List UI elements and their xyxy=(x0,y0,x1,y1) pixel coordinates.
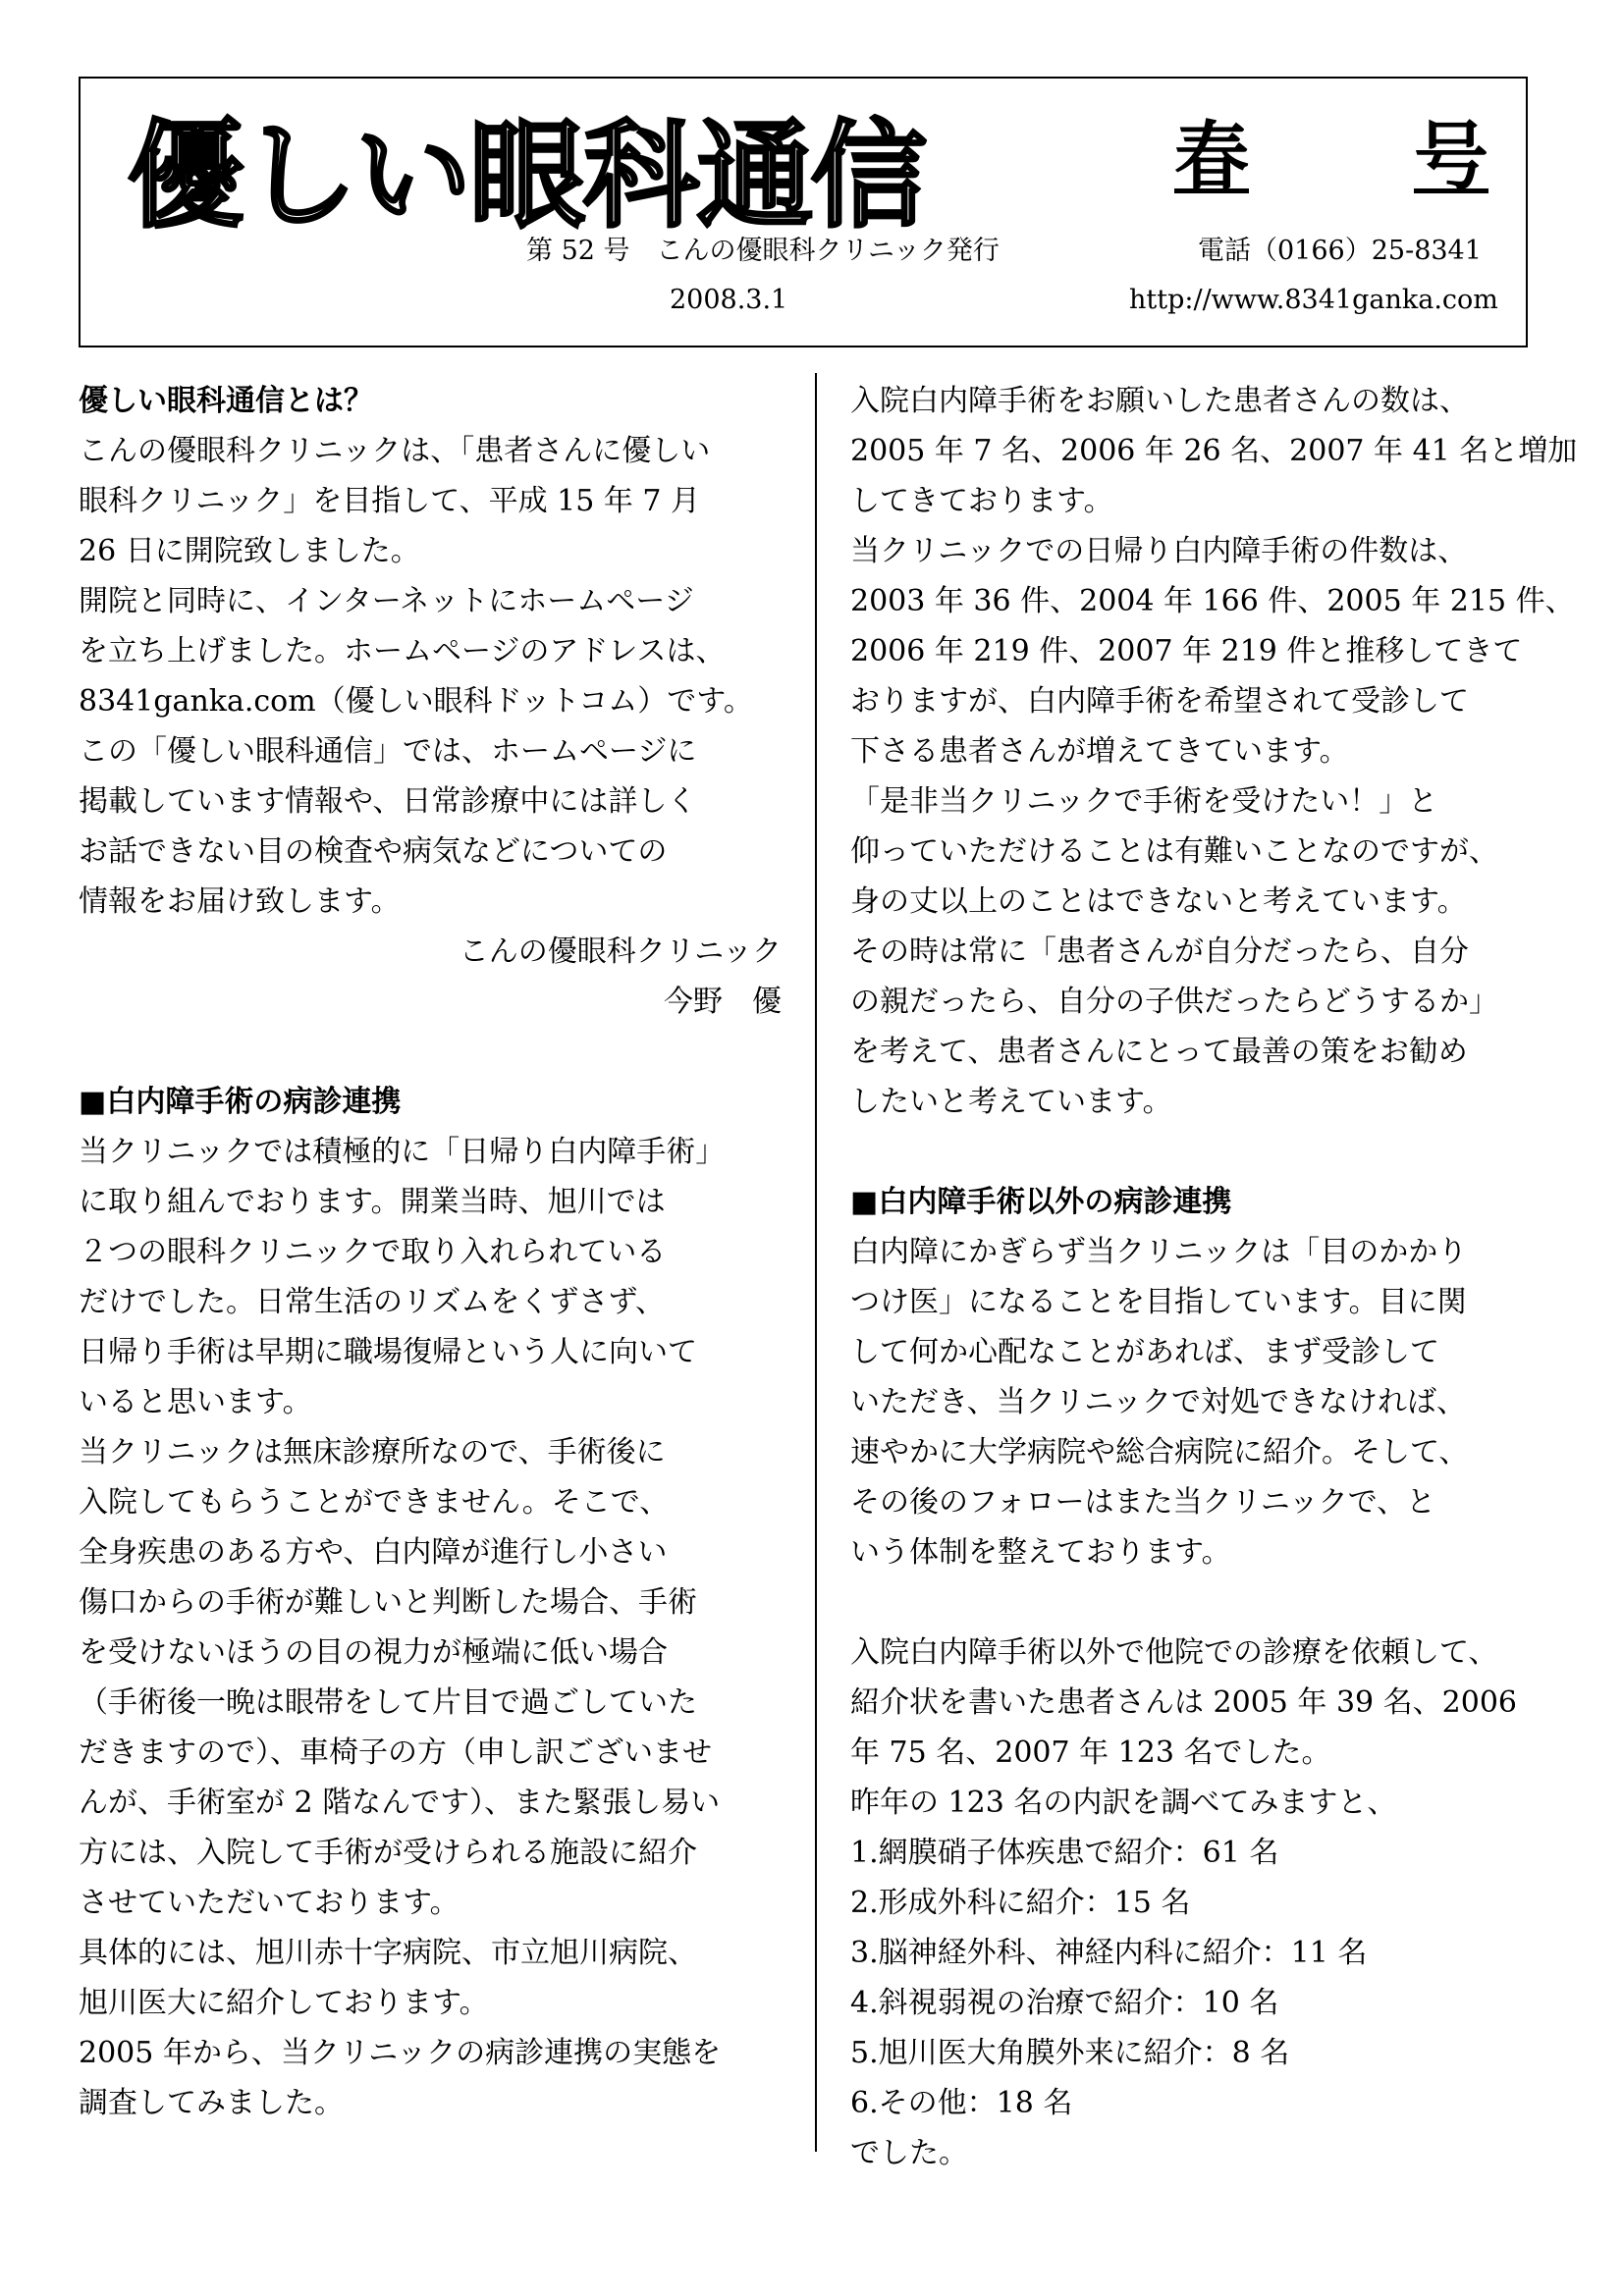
text-line: 旭川医大に紹介しております。 xyxy=(79,1986,489,2020)
text-line: 年 75 名、2007 年 123 名でした。 xyxy=(850,1735,1331,1770)
text-line: を受けないほうの目の視力が極端に低い場合 xyxy=(79,1635,668,1670)
text-line: を立ち上げました。ホームページのアドレスは、 xyxy=(79,634,726,668)
text-line: お話できない目の検査や病気などについての xyxy=(79,834,668,869)
blank-line xyxy=(850,1127,1547,1177)
text-line: いう体制を整えております。 xyxy=(850,1535,1231,1570)
text-line: 5.旭川医大角膜外来に紹介：8 名 xyxy=(850,2036,1290,2070)
text-line: 当クリニックは無床診療所なので、手術後に xyxy=(79,1435,666,1469)
blank-line xyxy=(850,1577,1547,1628)
text-line: つけ医」になることを目指しています。目に関 xyxy=(850,1285,1467,1319)
phone-number: 電話（0166）25-8341 xyxy=(1198,236,1482,266)
text-line: 8341ganka.com（優しい眼科ドットコム）です。 xyxy=(79,684,753,719)
signature-line: 今野 優 xyxy=(664,985,782,1019)
text-line: 2.形成外科に紹介：15 名 xyxy=(850,1886,1191,1920)
text-line: 入院白内障手術以外で他院での診療を依頼して、 xyxy=(850,1635,1498,1670)
signature-line: こんの優眼科クリニック xyxy=(459,934,782,969)
text-line: 開院と同時に、インターネットにホームページ xyxy=(79,584,694,618)
text-line: したいと考えています。 xyxy=(850,1085,1172,1119)
text-line: 白内障にかぎらず当クリニックは「目のかかり xyxy=(850,1235,1468,1269)
website-url[interactable]: http://www.8341ganka.com xyxy=(1129,285,1498,315)
text-line: 4.斜視弱視の治療で紹介：10 名 xyxy=(850,1986,1279,2020)
text-line: 日帰り手術は早期に職場復帰という人に向いて xyxy=(79,1335,697,1369)
text-line: その後のフォローはまた当クリニックで、と xyxy=(850,1485,1436,1520)
text-line: 3.脳神経外科、神経内科に紹介：11 名 xyxy=(850,1936,1368,1970)
text-line: 下さる患者さんが増えてきています。 xyxy=(850,734,1349,769)
text-line: だけでした。日常生活のリズムをくずさず、 xyxy=(79,1285,665,1319)
text-line: 入院白内障手術をお願いした患者さんの数は、 xyxy=(850,384,1469,418)
issue-info: 第 52 号 こんの優眼科クリニック発行 xyxy=(526,236,1000,266)
masthead xyxy=(79,77,1528,347)
text-line: ２つの眼科クリニックで取り入れられている xyxy=(79,1235,667,1269)
text-line: 仰っていただけることは有難いことなのですが、 xyxy=(850,834,1498,869)
text-line: （手術後一晩は眼帯をして片目で過ごしていた xyxy=(79,1685,697,1720)
text-line: だきますので）、車椅子の方（申し訳ございませ xyxy=(79,1735,712,1770)
issue-date: 2008.3.1 xyxy=(670,285,788,315)
text-line: 掲載しています情報や、日常診療中には詳しく xyxy=(79,784,697,819)
text-line: でした。 xyxy=(850,2136,968,2170)
text-line: 26 日に開院致しました。 xyxy=(79,534,420,568)
section-heading: ■白内障手術以外の病診連携 xyxy=(850,1185,1232,1219)
text-line: して何か心配なことがあれば、まず受診して xyxy=(850,1335,1439,1369)
text-line: 2006 年 219 件、2007 年 219 件と推移してきて xyxy=(850,634,1523,668)
text-line: 紹介状を書いた患者さんは 2005 年 39 名、2006 xyxy=(850,1685,1518,1720)
text-line: 2005 年 7 名、2006 年 26 名、2007 年 41 名と増加 xyxy=(850,434,1578,468)
text-line: おりますが、白内障手術を希望されて受診して xyxy=(850,684,1469,719)
text-line: 当クリニックでの日帰り白内障手術の件数は、 xyxy=(850,534,1468,568)
text-line: 眼科クリニック」を目指して、平成 15 年 7 月 xyxy=(79,484,701,518)
text-line: んが、手術室が 2 階なんです）、また緊張し易い xyxy=(79,1786,721,1820)
text-line: その時は常に「患者さんが自分だったら、自分 xyxy=(850,934,1469,969)
text-line: 情報をお届け致します。 xyxy=(79,884,401,919)
text-line: 傷口からの手術が難しいと判断した場合、手術 xyxy=(79,1585,697,1620)
column-divider xyxy=(815,373,817,2152)
section-heading: 優しい眼科通信とは？ xyxy=(79,384,373,418)
text-line: 当クリニックでは積極的に「日帰り白内障手術」 xyxy=(79,1135,726,1169)
text-line: 方には、入院して手術が受けられる施設に紹介 xyxy=(79,1836,697,1870)
text-line: いると思います。 xyxy=(79,1385,312,1419)
season-char-2: 号 xyxy=(1414,113,1488,200)
text-line: 「是非当クリニックで手術を受けたい！」と xyxy=(850,784,1438,819)
text-line: 速やかに大学病院や総合病院に紹介。そして、 xyxy=(850,1435,1469,1469)
text-line: 2005 年から、当クリニックの病診連携の実態を xyxy=(79,2036,722,2070)
text-line: 具体的には、旭川赤十字病院、市立旭川病院、 xyxy=(79,1936,697,1970)
section-heading: ■白内障手術の病診連携 xyxy=(79,1085,402,1119)
text-line: いただき、当クリニックで対処できなければ、 xyxy=(850,1385,1466,1419)
text-line: させていただいております。 xyxy=(79,1886,460,1920)
text-line: 1.網膜硝子体疾患で紹介：61 名 xyxy=(850,1836,1279,1870)
text-line: 全身疾患のある方や、白内障が進行し小さい xyxy=(79,1535,668,1570)
text-line: 2003 年 36 件、2004 年 166 件、2005 年 215 件、 xyxy=(850,584,1575,618)
text-line: を考えて、患者さんにとって最善の策をお勧め xyxy=(850,1035,1468,1069)
text-line: 昨年の 123 名の内訳を調べてみますと、 xyxy=(850,1786,1397,1820)
left-column xyxy=(79,376,782,2128)
season-char-1: 春 xyxy=(1174,113,1249,200)
text-line: 身の丈以上のことはできないと考えています。 xyxy=(850,884,1467,919)
text-line: に取り組んでおります。開業当時、旭川では xyxy=(79,1185,666,1219)
newsletter-title: 優しい眼科通信 xyxy=(128,108,926,243)
text-line: こんの優眼科クリニックは、「患者さんに優しい xyxy=(79,434,711,468)
right-column xyxy=(850,376,1578,2178)
text-line: この「優しい眼科通信」では、ホームページに xyxy=(79,734,697,769)
text-line: 調査してみました。 xyxy=(79,2086,344,2120)
blank-line xyxy=(79,1027,782,1077)
text-line: してきております。 xyxy=(850,484,1113,518)
season-label xyxy=(1174,113,1488,200)
text-line: の親だったら、自分の子供だったらどうするか」 xyxy=(850,985,1498,1019)
text-line: 入院してもらうことができません。そこで、 xyxy=(79,1485,670,1520)
text-line: 6.その他：18 名 xyxy=(850,2086,1073,2120)
